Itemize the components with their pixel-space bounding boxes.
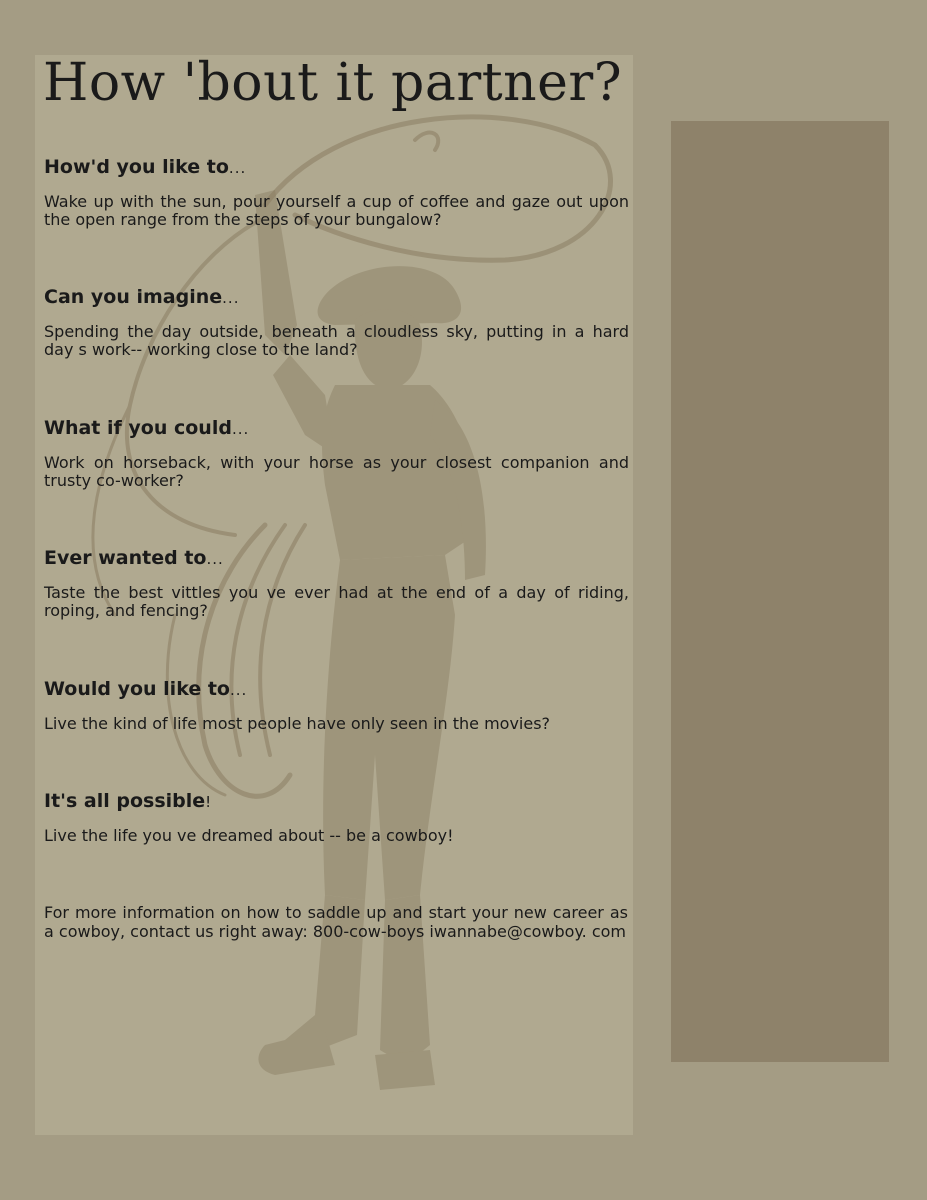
heading-text: Would you like to: [44, 678, 230, 700]
section-body: Live the kind of life most people have only seen in the movies?: [44, 714, 551, 733]
section-body: Work on horseback, with your horse as your closest companion and trusty co-worker?: [44, 453, 629, 490]
heading-text: Ever wanted to: [44, 547, 207, 569]
section-body: Taste the best vittles you ve ever had at the end of a day of riding, roping, and fencing?: [44, 583, 629, 620]
heading-suffix: ...: [229, 681, 248, 699]
section-body: Spending the day outside, beneath a cloudless sky, putting in a hard day s work-- working close to the land?: [44, 322, 629, 359]
section-body: Wake up with the sun, pour yourself a cup of coffee and gaze out upon the open range from the steps of your bungalow?: [44, 192, 629, 229]
heading-text: How'd you like to: [44, 156, 229, 178]
heading-suffix: ...: [231, 420, 250, 438]
section-movies: [44, 677, 629, 733]
heading-suffix: ...: [228, 159, 247, 177]
heading-suffix: ...: [222, 289, 240, 307]
section-horseback: [44, 416, 629, 490]
section-body: Live the life you ve dreamed about -- be a cowboy!: [44, 826, 454, 845]
heading-suffix: ...: [206, 550, 224, 568]
heading-suffix: !: [205, 793, 213, 811]
section-possible: [44, 789, 629, 845]
page-title: How 'bout it partner?: [43, 55, 623, 113]
heading-text: What if you could: [44, 417, 232, 439]
section-work-outside: [44, 285, 629, 359]
section-heading: [44, 155, 629, 180]
side-panel: [671, 121, 889, 1062]
section-heading: [44, 285, 629, 310]
heading-text: Can you imagine: [44, 286, 223, 308]
section-heading: [44, 789, 629, 814]
heading-text: It's all possible: [44, 790, 206, 812]
section-heading: [44, 416, 629, 441]
contact-info: For more information on how to saddle up and start your new career as a cowboy, contact us right away: 800-cow-boys iwannabe@cowboy. com: [44, 903, 628, 941]
section-wake-up: [44, 155, 629, 229]
main-panel: [35, 55, 633, 1135]
section-heading: [44, 546, 629, 571]
section-heading: [44, 677, 629, 702]
section-vittles: [44, 546, 629, 620]
